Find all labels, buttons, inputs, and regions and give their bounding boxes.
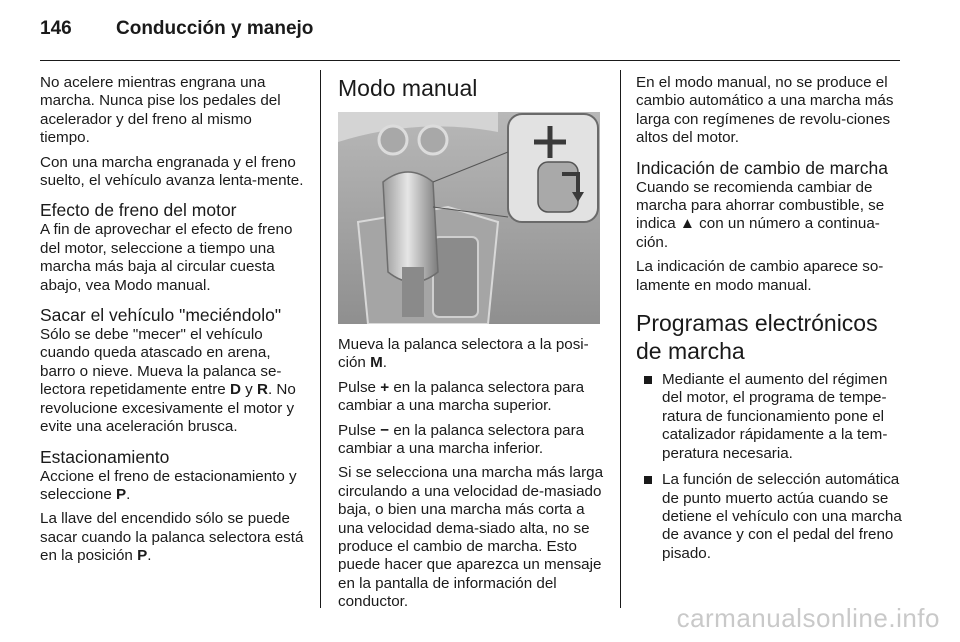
column-1 bbox=[40, 74, 304, 572]
paragraph: Mueva la palanca selectora a la posi-ción M. bbox=[338, 336, 589, 372]
paragraph: La indicación de cambio aparece so-lamente en modo manual. bbox=[636, 258, 884, 294]
paragraph: Pulse − en la palanca selectora para cambiar a una marcha inferior. bbox=[338, 421, 585, 458]
paragraph: Con una marcha engranada y el freno suelto, el vehículo avanza lenta-mente. bbox=[40, 153, 304, 190]
paragraph: Accione el freno de estacionamiento y seleccione P. bbox=[40, 467, 297, 503]
gear-selector-illustration bbox=[338, 112, 600, 324]
section-heading-shift-indicator: Indicación de cambio de marcha bbox=[636, 157, 888, 178]
paragraph: No acelere mientras engrana una marcha. Nunca pise los pedales del acelerador y del freno al mismo tiempo. bbox=[40, 74, 281, 147]
section-heading-manual-mode: Modo manual bbox=[338, 75, 478, 101]
paragraph: Sólo se debe "mecer" el vehículo cuando queda atascado en arena, barro o nieve. Mueva la palanca se-lectora repetidamente entre D y R. No revolucione excesivamente el motor y evite una aceleración brusca. bbox=[40, 326, 296, 436]
section-heading-parking: Estacionamiento bbox=[40, 446, 170, 467]
paragraph: La llave del encendido sólo se puede sacar cuando la palanca selectora está en la posición P. bbox=[40, 510, 304, 565]
up-triangle-icon: ▲ bbox=[679, 215, 695, 233]
column-3 bbox=[636, 74, 902, 571]
header-rule bbox=[40, 60, 900, 61]
section-heading-engine-brake: Efecto de freno del motor bbox=[40, 200, 237, 221]
column-2 bbox=[338, 74, 604, 618]
list-item: La función de selección automática de punto muerto actúa cuando se detiene el vehículo con una marcha de avance y con el pedal del freno pisado. bbox=[636, 471, 902, 563]
page-title: Conducción y manejo bbox=[116, 18, 314, 39]
paragraph: Si se selecciona una marcha más larga circulando a una velocidad de-masiado baja, o bien una marcha más corta a una velocidad dema-siado alta, no se produce el cambio de marcha. Esto puede hacer que aparezca un mensaje en la pantalla de información del conductor. bbox=[338, 464, 604, 611]
section-heading-rocking: Sacar el vehículo "meciéndolo" bbox=[40, 305, 282, 326]
paragraph: En el modo manual, no se produce el cambio automático a una marcha más larga con regímenes de revolu-ciones altos del motor. bbox=[636, 74, 894, 147]
bullet-icon bbox=[644, 376, 652, 384]
minus-icon: − bbox=[380, 421, 390, 439]
page-header bbox=[40, 18, 900, 48]
bullet-list bbox=[636, 371, 902, 563]
page-number: 146 bbox=[40, 18, 72, 39]
bullet-icon bbox=[644, 476, 652, 484]
paragraph: Cuando se recomienda cambiar de marcha para ahorrar combustible, se indica ▲ con un número a continua-ción. bbox=[636, 178, 885, 251]
column-divider-2 bbox=[620, 70, 621, 608]
watermark: carmanualsonline.info bbox=[676, 603, 940, 633]
paragraph: A fin de aprovechar el efecto de freno del motor, seleccione a tiempo una marcha más baja al circular cuesta abajo, vea Modo manual. bbox=[40, 221, 293, 294]
list-item: Mediante el aumento del régimen del motor, el programa de tempe-ratura de funcionamiento pone el catalizador rápidamente a la tem-peratura necesaria. bbox=[636, 371, 902, 463]
section-heading-electronic-programs: Programas electrónicos de marcha bbox=[636, 310, 878, 365]
column-divider-1 bbox=[320, 70, 321, 608]
paragraph: Pulse + en la palanca selectora para cambiar a una marcha superior. bbox=[338, 378, 585, 415]
plus-icon: + bbox=[380, 378, 390, 396]
